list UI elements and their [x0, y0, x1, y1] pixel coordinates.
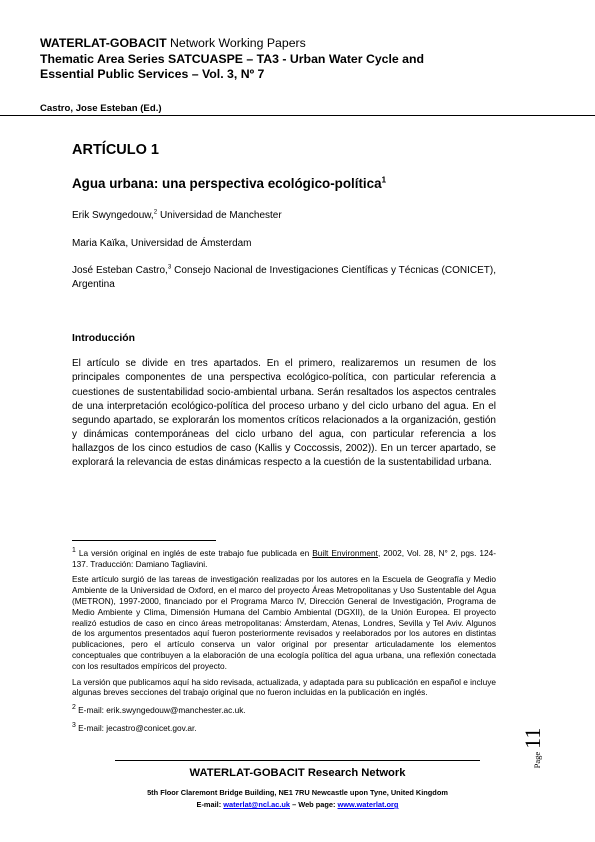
footnote-ref-3[interactable]: 3 — [167, 263, 172, 271]
author-1: Erik Swyngedouw,$^2$ Universidad de Manchester — [72, 208, 282, 221]
series-line-2: Thematic Area Series SATCUASPE – TA3 - Urban Water Cycle and — [40, 51, 425, 66]
footer-address: 5th Floor Claremont Bridge Building, NE1 7RU Newcastle upon Tyne, United Kingdom — [147, 788, 448, 797]
footnote-separator — [72, 540, 216, 541]
article-title: Agua urbana: una perspectiva ecológico-política$^1$ — [72, 174, 387, 191]
footnote-ref-2[interactable]: 2 — [153, 208, 158, 216]
built-environment-link[interactable]: Built Environment — [312, 547, 378, 558]
footer-rule — [115, 760, 480, 761]
page-number-value: 11 — [520, 727, 545, 749]
author-3: José Esteban Castro,$^3$ Consejo Nacional de Investigaciones Científicas y Técnicas (CONICET), Argentina — [72, 263, 496, 290]
page-word: Page — [532, 751, 542, 769]
footnote-1-paragraph-3: La versión que publicamos aquí ha sido revisada, actualizada, y adaptada para su publicación en español e incluye algunas breves secciones del trabajo original que no fueron incluidas en la publicación en inglés. — [72, 676, 496, 698]
article-label: ARTÍCULO 1 — [72, 142, 159, 158]
series-line-3: Essential Public Services – Vol. 3, Nº 7 — [40, 67, 265, 81]
author-2: Maria Kaïka, Universidad de Ámsterdam — [72, 237, 252, 249]
article-body — [72, 142, 496, 470]
intro-paragraph: El artículo se divide en tres apartados. En el primero, realizaremos un resumen de los principales componentes de una perspectiva ecológico-política, con particular referencia a cuestiones de sustentabilidad socio-ambiental urbana. Serán resaltados los aspectos centrales de una interpretación ecológico-política del proceso urbano y del ciclo urbano del agua. En el segundo apartado, se explorarán los momentos críticos relacionados a la organización, gestión y dinámicas contemporáneas del ciclo urbano del agua, con particular referencia a los hallazgos de los cinco estudios de caso (Kallis y Coccossis, 2002)). En un tercer apartado, se explorará la relevancia de estas dinámicas respecto a la cuestión de la sustentabilidad urbana. — [72, 358, 496, 469]
series-title — [40, 36, 560, 83]
series-line-1: WATERLAT-GOBACIT Network Working Papers — [40, 36, 306, 50]
running-footer — [40, 767, 555, 809]
footnote-3: $^3$ E-mail: jecastro@conicet.gov.ar. — [72, 721, 197, 733]
running-header — [40, 36, 560, 114]
footnote-2: $^2$ E-mail: erik.swyngedouw@manchester.ac.uk. — [72, 704, 246, 715]
footnote-ref-1[interactable]: 1 — [381, 174, 387, 185]
footnotes — [72, 546, 496, 738]
footnote-1: $^1$ La versión original en inglés de este trabajo fue publicada en Built Environment, 2002, Vol. 28, N° 2, pgs. 124-137. Traducción: Damiano Tagliavini. — [72, 547, 497, 569]
header-rule — [0, 115, 595, 116]
footer-contact: E-mail: waterlat@ncl.ac.uk – Web page: www.waterlat.org — [196, 800, 399, 809]
footer-network-name: WATERLAT-GOBACIT Research Network — [189, 767, 406, 779]
editor-credit: Castro, Jose Esteban (Ed.) — [40, 102, 162, 114]
footnote-1-paragraph-2: Este artículo surgió de las tareas de investigación realizadas por los autores en la Escuela de Geografía y Medio Ambiente de la Universidad de Oxford, en el marco del proyecto Áreas Metropolitanas y Uso Sustentable del Agua (METRON), 1997-2000, financiado por el Programa Marco IV, Dirección General de Investigación, Programa de Medio Ambiente y Clima, Dimensión Humana del Cambio Ambiental (DGXII), de la Unión Europea. El proyecto realizó estudios de caso en cinco áreas metropolitanas: Ámsterdam, Atenas, Londres, Sevilla y Tel Aviv. Algunos de los argumentos presentados aquí fueron posteriormente revisados y reelaborados por los autores en distintas publicaciones, pero el artículo conserva un valor original por presentar articuladamente los elementos conceptuales que contribuyen a la elaboración de una ecología política del agua urbana, una reflexión conectada con los resultados empíricos del proyecto. — [72, 574, 496, 671]
section-heading: Introducción — [72, 333, 135, 345]
email-link[interactable]: waterlat@ncl.ac.uk — [223, 800, 291, 809]
web-link[interactable]: www.waterlat.org — [337, 800, 399, 809]
